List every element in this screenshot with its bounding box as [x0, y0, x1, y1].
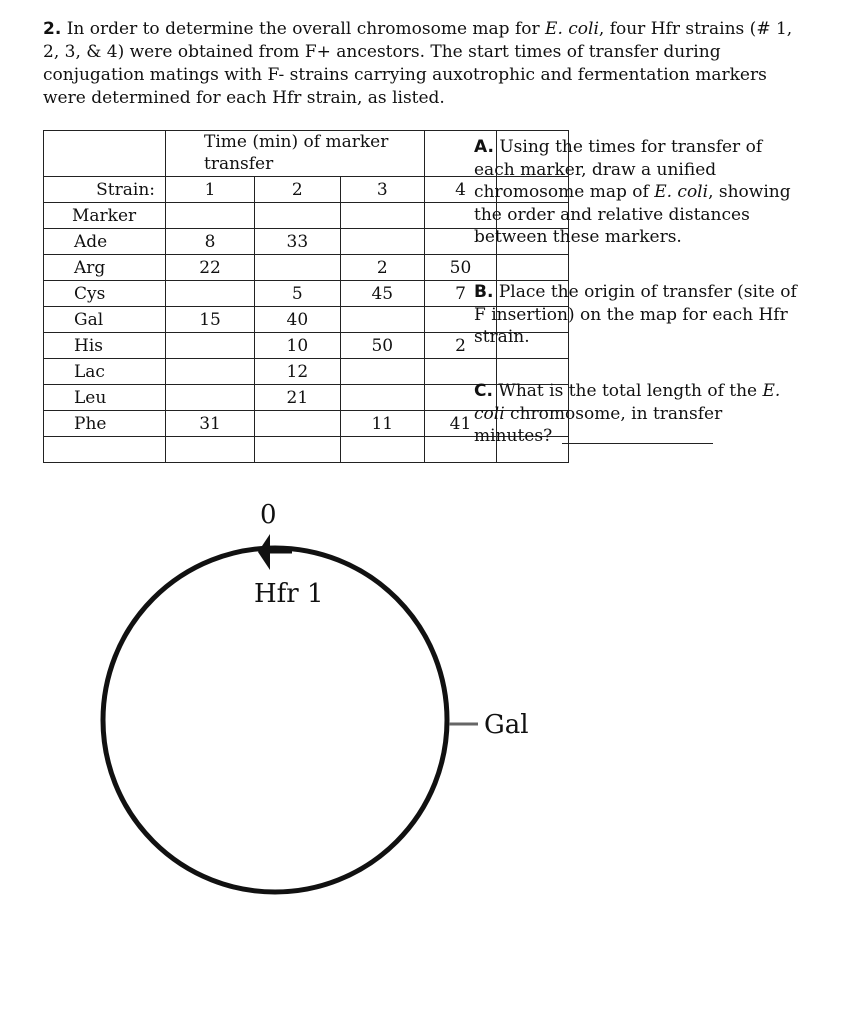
time-cell: 2 — [425, 333, 497, 359]
marker-name: His — [44, 333, 166, 359]
time-cell — [340, 359, 424, 385]
time-cell — [166, 333, 255, 359]
time-cell: 50 — [340, 333, 424, 359]
marker-name: Arg — [44, 255, 166, 281]
time-cell — [340, 229, 424, 255]
time-cell: 33 — [255, 229, 341, 255]
table-title: Time (min) of marker transfer — [166, 131, 425, 177]
time-cell: 22 — [166, 255, 255, 281]
strain-label: Strain: — [44, 177, 166, 203]
marker-name: Cys — [44, 281, 166, 307]
time-cell: 21 — [255, 385, 341, 411]
time-cell: 50 — [425, 255, 497, 281]
strain-2-header: 2 — [255, 177, 341, 203]
question-text: 2. In order to determine the overall chromosome map for E. coli, four Hfr strains (# 1, 2, 3, & 4) were obtained from F+ ancestors. The start times of transfer during conjugation matings with F- strains carrying auxotrophic and fermentation markers were determined for each Hfr strain, as listed. — [43, 19, 793, 108]
marker-name: Ade — [44, 229, 166, 255]
time-cell — [340, 307, 424, 333]
marker-name: Lac — [44, 359, 166, 385]
time-cell: 10 — [255, 333, 341, 359]
marker-name: Leu — [44, 385, 166, 411]
strain-3-header: 3 — [340, 177, 424, 203]
time-cell — [255, 255, 341, 281]
time-cell — [166, 359, 255, 385]
time-cell: 15 — [166, 307, 255, 333]
hfr1-label: Hfr 1 — [254, 579, 324, 609]
time-cell: 11 — [340, 411, 424, 437]
time-cell: 31 — [166, 411, 255, 437]
time-cell — [255, 411, 341, 437]
part-a: A. Using the times for transfer of each marker, draw a unified chromosome map of E. coli, showing the order and relative distances between these markers. — [474, 137, 791, 247]
part-b: B. Place the origin of transfer (site of F insertion) on the map for each Hfr strain. — [474, 282, 797, 347]
time-cell: 45 — [340, 281, 424, 307]
time-cell — [340, 385, 424, 411]
strain-4-header: 4 — [425, 177, 497, 203]
answer-blank[interactable] — [562, 443, 713, 444]
gal-label: Gal — [484, 710, 529, 740]
time-cell: 8 — [166, 229, 255, 255]
strain-1-header: 1 — [166, 177, 255, 203]
time-cell — [166, 281, 255, 307]
marker-name: Gal — [44, 307, 166, 333]
time-cell: 7 — [425, 281, 497, 307]
time-cell: 41 — [425, 411, 497, 437]
part-c: C. What is the total length of the E. coli chromosome, in transfer minutes? — [474, 381, 781, 446]
time-cell: 40 — [255, 307, 341, 333]
time-cell — [166, 385, 255, 411]
zero-label: 0 — [260, 500, 277, 530]
table-row — [44, 255, 569, 281]
chromosome-map — [0, 480, 841, 1024]
time-cell: 2 — [340, 255, 424, 281]
time-cell: 5 — [255, 281, 341, 307]
time-cell: 12 — [255, 359, 341, 385]
question-number: 2. — [43, 19, 62, 39]
marker-label: Marker — [44, 203, 166, 229]
marker-name: Phe — [44, 411, 166, 437]
